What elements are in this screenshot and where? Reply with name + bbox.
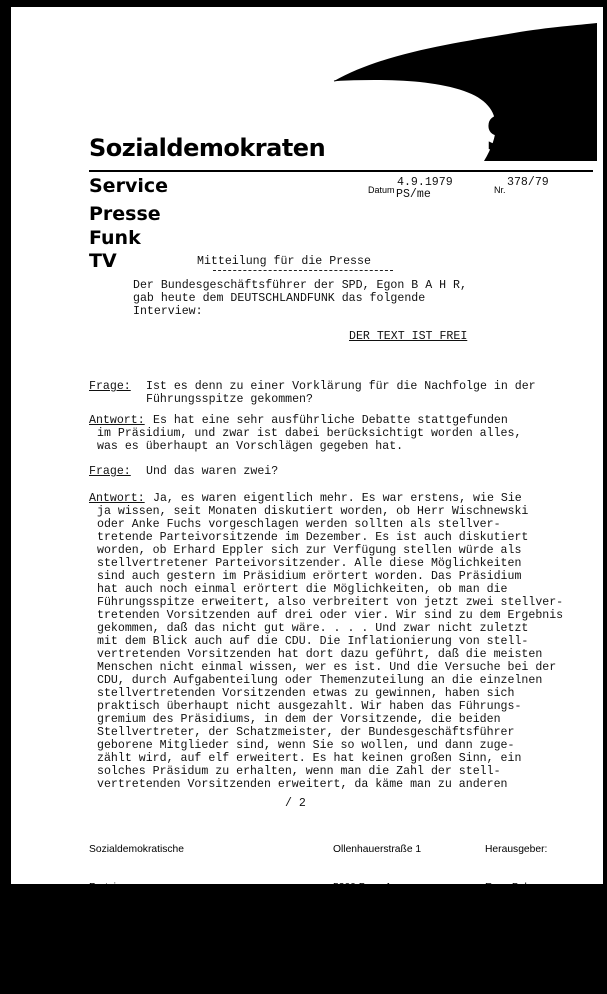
text-line: gremium des Präsidiums, in dem der Vorsitzende, die beiden [97,713,501,726]
footer-line: Der Parteivorstand [89,956,175,968]
question-label: Frage: [89,380,131,393]
text-line: Ja, es waren eigentlich mehr. Es war erstens, wie Sie [153,492,522,505]
section-tv: TV [89,250,117,272]
brand-title: Sozialdemokraten [89,134,326,162]
spd-logo-text: SPD [485,107,592,163]
answer-2-first [153,492,522,505]
page-marker: / 2 [285,797,306,810]
footer-line: 5300 Bonn 1 [333,881,392,893]
text-line: Ist es denn zu einer Vorklärung für die Nachfolge in der [146,380,536,393]
title-underline [213,270,393,271]
text-line: was es überhaupt an Vorschlägen gegeben hat. [97,440,404,453]
footer-line: Telefon (0 22 21) 532-300 [333,919,451,930]
footer-line: Sozialdemokratische [89,844,185,855]
intro-line: gab heute dem DEUTSCHLANDFUNK das folgende [133,292,426,305]
text-line: stellvertretenden Vorsitzenden etwas zu gewinnen, haben sich [97,687,515,700]
text-line: gekommen, daß das nicht gut wäre. . . . Und zwar nicht zuletzt [97,622,529,635]
release-note: DER TEXT IST FREI [349,330,468,343]
intro-line: Interview: [133,305,203,318]
text-line: vertretenden Vorsitzenden erweitert, da käme man zu anderen [97,778,508,791]
text-line: geborene Mitglieder sind, wenn Sie so wollen, und dann zuge- [97,739,515,752]
header-rule [89,170,593,172]
text-line: Führungsspitze erweitert, also verbreitert von jetzt zwei stellver- [97,596,564,609]
text-line: hat auch noch einmal erörtert die Möglichkeiten, ob man die [97,583,508,596]
answer-label: Antwort: [89,492,145,505]
footer-line: Telex 08 86 306 [333,956,406,968]
text-line: stellvertretener Parteivorsitzender. Alle diese Möglichkeiten [97,557,522,570]
intro-paragraph [133,279,467,318]
question-2: Und das waren zwei? [146,465,279,478]
section-service: Service [89,175,168,197]
footer-line: Lothar Schwartz [485,956,560,968]
question-label: Frage: [89,465,131,478]
footer-party [89,819,184,994]
document-page [11,7,603,968]
text-line: tretende Parteivorsitzende im Dezember. Es ist auch diskutiert [97,531,529,544]
footer-editors [485,819,559,994]
answer-label: Antwort: [89,414,145,427]
text-line: CDU, durch Aufgabenteilung oder Themenzuteilung an die einzelnen [97,674,543,687]
footer-line: Deutschlands [89,919,152,930]
reference-code: PS/me [396,188,431,201]
question-1 [146,380,536,406]
nr-value: 378/79 [507,176,549,189]
text-line: im Präsidium, und zwar ist dabei berücksichtigt worden alles, [97,427,522,440]
footer-line: Redaktion: [485,919,535,930]
text-line: ja wissen, seit Monaten diskutiert worden, ob Herr Wischnewski [97,505,529,518]
answer-2-rest [97,505,563,791]
footer-line: Herausgeber: [485,844,548,855]
nr-label: Nr. [494,185,506,195]
answer-1-rest [97,427,521,453]
section-funk: Funk [89,227,141,249]
text-line: praktisch überhaupt nicht ausgezahlt. Wir haben das Führungs- [97,700,522,713]
answer-1-first [153,414,508,427]
press-release-title: Mitteilung für die Presse [197,255,371,268]
text-line: Menschen nicht einmal wissen, wer es ist. Und die Versuche bei der [97,661,557,674]
datum-label: Datum [368,185,395,195]
text-line: Führungsspitze gekommen? [146,393,313,406]
footer-line: Ollenhauerstraße 1 [333,844,422,855]
text-line: oder Anke Fuchs vorgeschlagen werden sollten als stellver- [97,518,501,531]
intro-line: Der Bundesgeschäftsführer der SPD, Egon B A H R, [133,279,467,292]
text-line: worden, ob Erhard Eppler sich zur Verfügung stellen würde als [97,544,522,557]
text-line: mit dem Blick auch auf die CDU. Die Inflationierung von stell- [97,635,529,648]
text-line: solches Präsidum zu erhalten, wenn man die Zahl der stell- [97,765,501,778]
text-line: Es hat eine sehr ausführliche Debatte stattgefunden [153,414,508,427]
section-presse: Presse [89,203,161,225]
text-line: tretenden Vorsitzenden auf drei oder vier. Wir sind zu dem Ergebnis [97,609,564,622]
footer-line: Partei [89,881,116,893]
text-line: Stellvertreter, der Schatzmeister, der Bundesgeschäftsführer [97,726,515,739]
datum-value: 4.9.1979 [397,176,453,189]
text-line: sind auch gestern im Präsidium erörtert worden. Das Präsidium [97,570,522,583]
text-line: vertretenden Vorsitzenden hat dort dazu geführt, daß die meisten [97,648,543,661]
footer-line: Egon Bahr [485,881,534,893]
footer-address [333,819,451,994]
text-line: zählt wird, auf elf erweitert. Es hat keinen großen Sinn, ein [97,752,522,765]
